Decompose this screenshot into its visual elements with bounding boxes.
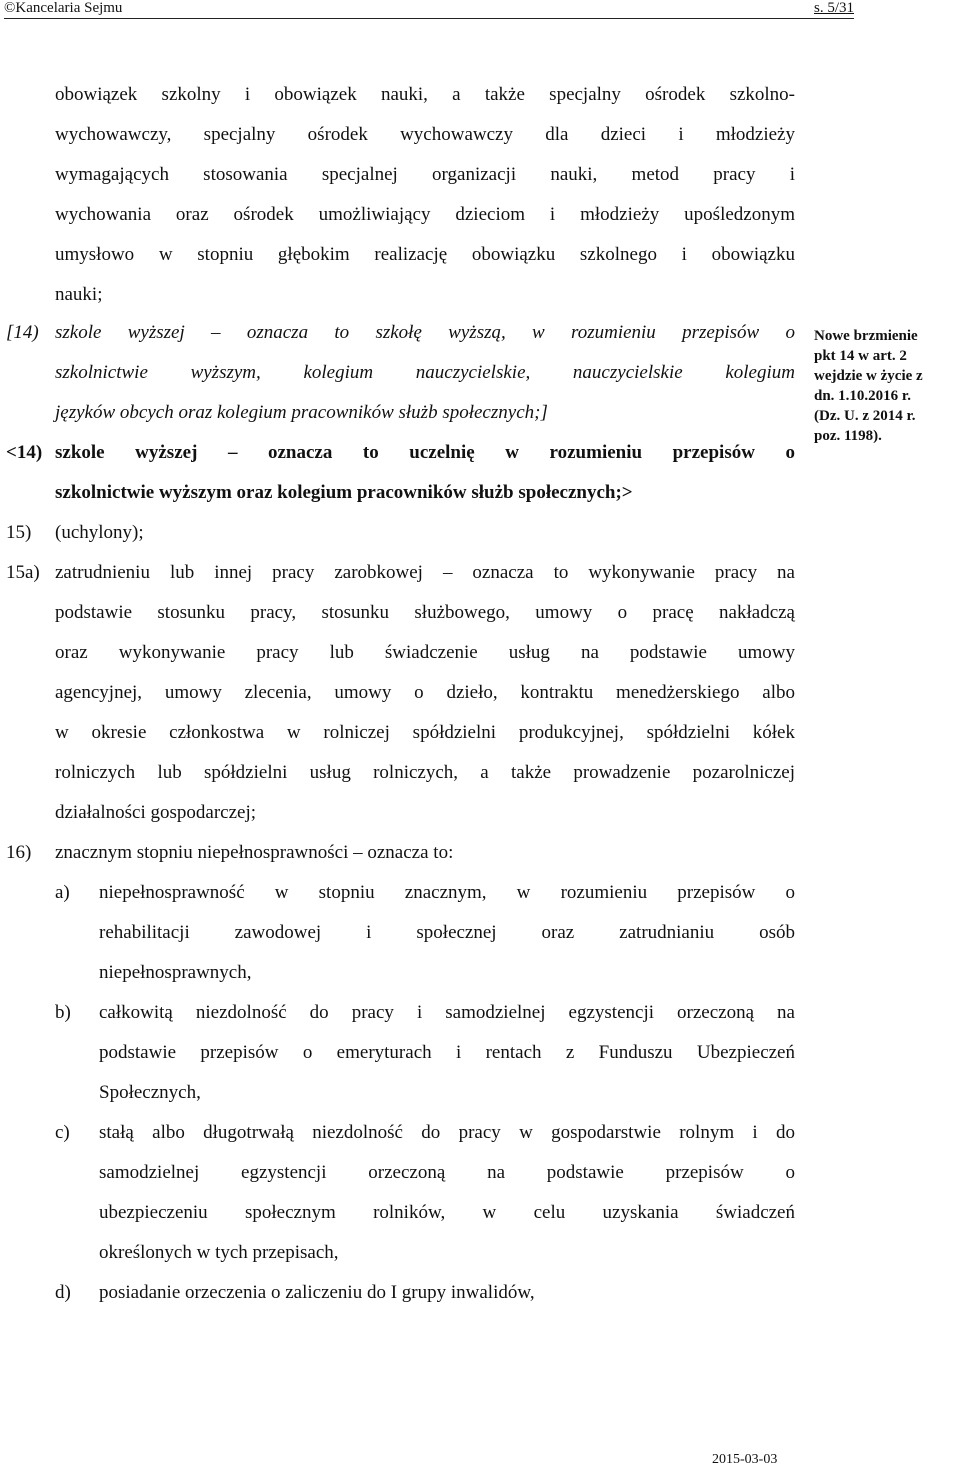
margin-note-line: poz. 1198).: [814, 428, 882, 444]
item-16c-line: określonych w tych przepisach,: [99, 1242, 339, 1263]
margin-note: [814, 326, 960, 446]
item-15a-line: w okresie członkostwa w rolniczej spółdzielni produkcyjnej, spółdzielni kółek: [55, 722, 795, 743]
item-16b-line: Społecznych,: [99, 1082, 201, 1103]
intro-line: obowiązek szkolny i obowiązek nauki, a także specjalny ośrodek szkolno-: [55, 84, 795, 105]
item-15a-line: działalności gospodarczej;: [55, 802, 257, 823]
header-page-number: s. 5/31: [813, 0, 854, 16]
item-14-new-line: szkolnictwie wyższym oraz kolegium pracowników służb społecznych;>: [55, 482, 633, 503]
item-15-text: (uchylony);: [55, 522, 144, 543]
item-16-number: 16): [6, 842, 32, 863]
item-16b-line: całkowitą niezdolność do pracy i samodzielnej egzystencji orzeczoną na: [99, 1002, 795, 1023]
item-16c-letter: c): [55, 1122, 70, 1143]
item-16d-text: posiadanie orzeczenia o zaliczeniu do I grupy inwalidów,: [99, 1282, 535, 1303]
item-14-new-number: <14): [6, 442, 43, 463]
item-16c-line: ubezpieczeniu społecznym rolników, w celu uzyskania świadczeń: [99, 1202, 795, 1223]
item-15a-line: zatrudnieniu lub innej pracy zarobkowej – oznacza to wykonywanie pracy na: [55, 562, 795, 583]
margin-note-line: dn. 1.10.2016 r.: [814, 388, 911, 404]
item-14-old-number: [14): [6, 322, 39, 343]
footer-date: 2015-03-03: [712, 1452, 778, 1467]
item-16c-line: samodzielnej egzystencji orzeczoną na podstawie przepisów o: [99, 1162, 795, 1183]
item-16a-line: rehabilitacji zawodowej i społecznej oraz zatrudnianiu osób: [99, 922, 795, 943]
item-15a-line: oraz wykonywanie pracy lub świadczenie usług na podstawie umowy: [55, 642, 795, 663]
margin-note-line: wejdzie w życie z: [814, 368, 923, 384]
item-15a-line: rolniczych lub spółdzielni usług rolniczych, a także prowadzenie pozarolniczej: [55, 762, 795, 783]
item-16-text: znacznym stopniu niepełnosprawności – oznacza to:: [55, 842, 454, 863]
item-15a-line: agencyjnej, umowy zlecenia, umowy o dzieło, kontraktu menedżerskiego albo: [55, 682, 795, 703]
item-14-old-line: szkolnictwie wyższym, kolegium nauczycielskie, nauczycielskie kolegium: [55, 362, 795, 383]
intro-line: wychowawczy, specjalny ośrodek wychowawczy dla dzieci i młodzieży: [55, 124, 795, 145]
item-14-old-line: języków obcych oraz kolegium pracowników służb społecznych;]: [55, 402, 548, 423]
page-header: [0, 0, 960, 22]
intro-line: wymagających stosowania specjalnej organizacji nauki, metod pracy i: [55, 164, 795, 185]
header-source: ©Kancelaria Sejmu: [4, 0, 123, 16]
item-16a-line: niepełnosprawnych,: [99, 962, 252, 983]
intro-line: nauki;: [55, 284, 103, 305]
item-14-old-line: szkole wyższej – oznacza to szkołę wyższą, w rozumieniu przepisów o: [55, 322, 795, 343]
intro-line: wychowania oraz ośrodek umożliwiający dzieciom i młodzieży upośledzonym: [55, 204, 795, 225]
item-16c-line: stałą albo długotrwałą niezdolność do pracy w gospodarstwie rolnym i do: [99, 1122, 795, 1143]
item-15-number: 15): [6, 522, 32, 543]
item-15a-number: 15a): [6, 562, 40, 583]
margin-note-line: Nowe brzmienie: [814, 328, 918, 344]
item-16a-letter: a): [55, 882, 70, 903]
item-14-new-line: szkole wyższej – oznacza to uczelnię w rozumieniu przepisów o: [55, 442, 795, 463]
intro-line: umysłowo w stopniu głębokim realizację obowiązku szkolnego i obowiązku: [55, 244, 795, 265]
item-16a-line: niepełnosprawność w stopniu znacznym, w rozumieniu przepisów o: [99, 882, 795, 903]
margin-note-line: pkt 14 w art. 2: [814, 348, 907, 364]
item-16b-letter: b): [55, 1002, 71, 1023]
item-16d-letter: d): [55, 1282, 71, 1303]
header-divider: [4, 18, 854, 19]
item-15a-line: podstawie stosunku pracy, stosunku służbowego, umowy o pracę nakładczą: [55, 602, 795, 623]
margin-note-line: (Dz. U. z 2014 r.: [814, 408, 916, 424]
item-16b-line: podstawie przepisów o emeryturach i rentach z Funduszu Ubezpieczeń: [99, 1042, 795, 1063]
